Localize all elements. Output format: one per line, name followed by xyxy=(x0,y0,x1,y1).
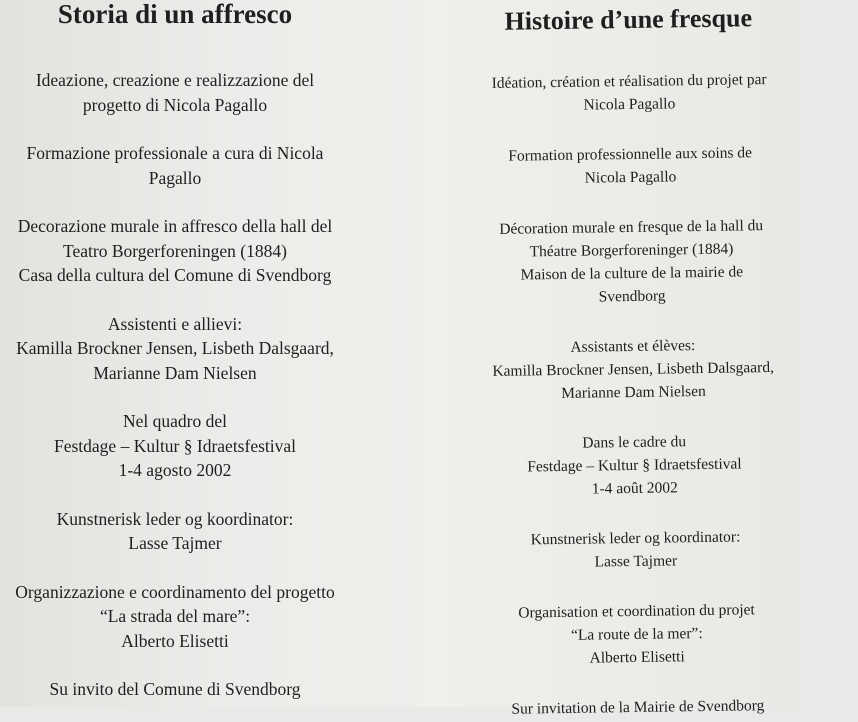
text-line: “La strada del mare”: xyxy=(99,606,251,626)
italian-block-decoration xyxy=(0,214,390,288)
text-line: 1-4 agosto 2002 xyxy=(118,460,232,480)
italian-block-festival xyxy=(0,409,390,483)
french-block-invitation xyxy=(418,693,858,722)
text-line: Assistenti e allievi: xyxy=(107,313,243,334)
text-line: Formazione professionale a cura di Nicola xyxy=(26,143,324,163)
text-line: Kunstnerisk leder og koordinator: xyxy=(530,528,741,549)
text-line: Su invito del Comune di Svendborg xyxy=(49,679,301,699)
text-line: Decorazione murale in affresco della hall del xyxy=(17,216,333,236)
italian-block-invitation xyxy=(0,677,390,702)
text-line: Pagallo xyxy=(148,167,202,188)
italian-title: Storia di un affresco xyxy=(57,0,293,29)
text-line: Ideazione, creazione e realizzazione del xyxy=(35,70,315,90)
text-line: Idéation, création et réalisation du projet par xyxy=(491,71,767,92)
text-line: Alberto Elisetti xyxy=(121,630,229,651)
text-line: Festdage – Kultur § Idraetsfestival xyxy=(53,435,297,456)
text-line: Théatre Borgerforeninger (1884) xyxy=(529,240,734,261)
text-line: Lasse Tajmer xyxy=(128,533,222,553)
italian-block-ideation xyxy=(0,68,390,117)
text-line: Formation professionnelle aux soins de xyxy=(508,144,753,165)
italian-block-assistants xyxy=(0,312,390,386)
text-line: Lasse Tajmer xyxy=(594,552,678,571)
french-column xyxy=(408,0,858,722)
italian-block-training xyxy=(0,141,390,190)
italian-block-leader xyxy=(0,507,390,556)
french-block-ideation xyxy=(409,67,850,119)
text-line: 1-4 août 2002 xyxy=(591,479,678,498)
text-line: Nel quadro del xyxy=(123,411,227,431)
text-line: Casa della cultura del Comune di Svendborg xyxy=(18,265,332,285)
french-block-festival xyxy=(414,428,855,503)
text-line: Assistants et élèves: xyxy=(570,337,696,356)
french-block-training xyxy=(410,140,851,192)
french-block-assistants xyxy=(413,332,854,407)
text-line: Festdage – Kultur § Idraetsfestival xyxy=(527,455,742,476)
text-line: Organizzazione e coordinamento del progetto xyxy=(15,581,335,602)
text-line: “La route de la mer”: xyxy=(570,625,703,644)
text-line: Nicola Pagallo xyxy=(583,95,676,114)
text-line: Maison de la culture de la mairie de xyxy=(520,263,744,284)
text-line: Kamilla Brockner Jensen, Lisbeth Dalsgaard, xyxy=(492,358,775,380)
text-line: Alberto Elisetti xyxy=(589,648,685,667)
text-line: Teatro Borgerforeningen (1884) xyxy=(63,240,287,261)
text-line: Kamilla Brockner Jensen, Lisbeth Dalsgaard, xyxy=(16,338,334,358)
text-line: Organisation et coordination du projet xyxy=(518,601,755,622)
italian-column xyxy=(0,0,390,702)
text-line: Dans le cadre du xyxy=(582,433,687,452)
text-line: Marianne Dam Nielsen xyxy=(93,362,257,383)
text-line: Sur invitation de la Mairie de Svendborg xyxy=(511,697,765,718)
french-block-decoration xyxy=(411,213,852,311)
text-line: progetto di Nicola Pagallo xyxy=(82,94,268,115)
text-line: Svendborg xyxy=(598,287,666,306)
french-title: Histoire d’une fresque xyxy=(504,3,753,36)
text-line: Décoration murale en fresque de la hall du xyxy=(499,217,764,238)
french-block-leader xyxy=(415,524,856,576)
text-line: Kunstnerisk leder og koordinator: xyxy=(56,508,294,529)
text-line: Nicola Pagallo xyxy=(584,168,677,187)
french-block-organisation xyxy=(416,597,857,672)
italian-block-organisation xyxy=(0,580,390,654)
text-line: Marianne Dam Nielsen xyxy=(561,382,706,402)
